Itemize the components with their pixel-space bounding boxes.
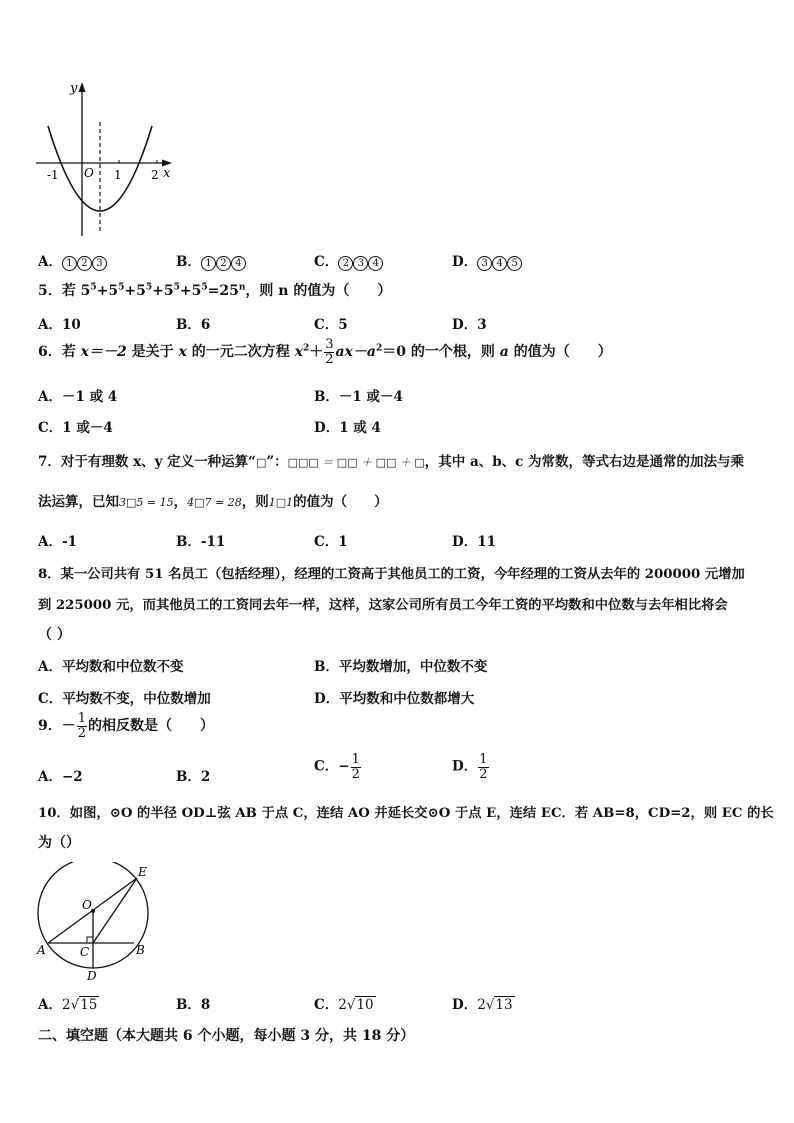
- q9-option-c: C．− $\frac{1}{2}$: [314, 752, 360, 782]
- section-2-title: 二、填空题（本大题共 6 个小题，每小题 3 分，共 18 分）: [38, 1028, 415, 1044]
- q7-option-c: C．1: [314, 534, 348, 550]
- q7-option-d: D．11: [452, 534, 496, 550]
- q7-option-a: A．-1: [38, 534, 77, 550]
- q8-option-d: D．平均数和中位数都增大: [314, 691, 475, 707]
- q8-stem-line1: 8．某一公司共有 51 名员工（包括经理），经理的工资高于其他员工的工资，今年经理的工资从去年的 200000 元增加: [38, 567, 745, 582]
- q10-stem-line2: 为（）: [38, 835, 80, 851]
- q5-option-c: C．5: [314, 317, 348, 333]
- tick-label-2: 2: [151, 168, 159, 182]
- label-b: B: [136, 943, 145, 957]
- x-axis-label: x: [163, 166, 171, 181]
- tick-label-1: 1: [114, 168, 122, 182]
- q6-option-b: B．－1 或－4: [314, 389, 403, 405]
- q9-stem: 9．－ $\frac{1}{2}$ 的相反数是（ ）: [38, 711, 215, 741]
- q10-option-c: C．2√10: [314, 997, 374, 1013]
- label-c: C: [80, 945, 90, 959]
- q9-option-a: A．−2: [38, 769, 83, 785]
- q10-option-b: B．8: [176, 997, 211, 1013]
- parabola-figure: [30, 78, 180, 238]
- q10-option-a: A．2√15: [38, 997, 98, 1013]
- segment-ec: [93, 878, 137, 943]
- q8-stem-line3: （ ）: [38, 627, 71, 643]
- q4-option-d: D． 3 4 5: [452, 250, 522, 271]
- q6-option-a: A．－1 或 4: [38, 389, 118, 405]
- q10-stem-line1: 10．如图，⊙O 的半径 OD⊥弦 AB 于点 C，连结 AO 并延长交⊙O 于点 E，连结 EC．若 AB=8，CD=2，则 EC 的长: [38, 806, 774, 821]
- q6-option-c: C．1 或－4: [38, 420, 113, 436]
- label-o: O: [82, 898, 92, 912]
- y-axis-label: y: [70, 81, 78, 96]
- label-a: A: [37, 943, 46, 957]
- q6-stem: 6．若 x＝－2 是关于 x 的一元二次方程 $x^2+$ $\frac{3}{2}$ $ax-a^2=0$ 的一个根，则 a 的值为（ ）: [38, 337, 612, 367]
- right-angle-mark: [87, 937, 93, 943]
- q8-option-a: A．平均数和中位数不变: [38, 659, 184, 675]
- q8-option-c: C．平均数不变，中位数增加: [38, 691, 211, 707]
- q7-stem-line1: 7．对于有理数 x、y 定义一种运算“□”：□□□ ＝ □□ ＋ □□ ＋ □，其中 a、b、c 为常数，等式右边是通常的加法与乘: [38, 454, 745, 470]
- q5-stem: 5．若 $5^5+5^5+5^5+5^5+5^5=25^n$，则 n 的值为（ ）: [38, 282, 392, 299]
- q10-option-d: D．2√13: [452, 997, 513, 1013]
- y-axis-arrow: [79, 82, 86, 92]
- q4-option-a: A． 1 2 3: [38, 250, 107, 271]
- q9-option-b: B．2: [176, 769, 211, 785]
- label-d: D: [87, 969, 97, 983]
- q9-option-d: D． $\frac{1}{2}$: [452, 752, 488, 782]
- tick-label-neg1: -1: [47, 168, 59, 182]
- q7-stem-line2: 法运算，已知3□5 = 15，4□7 = 28，则1□1的值为（ ）: [38, 494, 388, 510]
- q5-option-a: A．10: [38, 317, 81, 333]
- origin-label: O: [84, 166, 94, 180]
- q5-option-b: B．6: [176, 317, 211, 333]
- label-e: E: [138, 865, 147, 879]
- circle-figure: [30, 862, 160, 984]
- q7-option-b: B．-11: [176, 534, 226, 550]
- q4-option-c: C． 2 3 4: [314, 250, 383, 271]
- q6-option-d: D．1 或 4: [314, 420, 381, 436]
- q5-option-d: D．3: [452, 317, 487, 333]
- q8-stem-line2: 到 225000 元，而其他员工的工资同去年一样，这样，这家公司所有员工今年工资的平均数和中位数与去年相比将会: [38, 598, 728, 613]
- q8-option-b: B．平均数增加，中位数不变: [314, 659, 488, 675]
- q4-option-b: B． 1 2 4: [176, 250, 246, 271]
